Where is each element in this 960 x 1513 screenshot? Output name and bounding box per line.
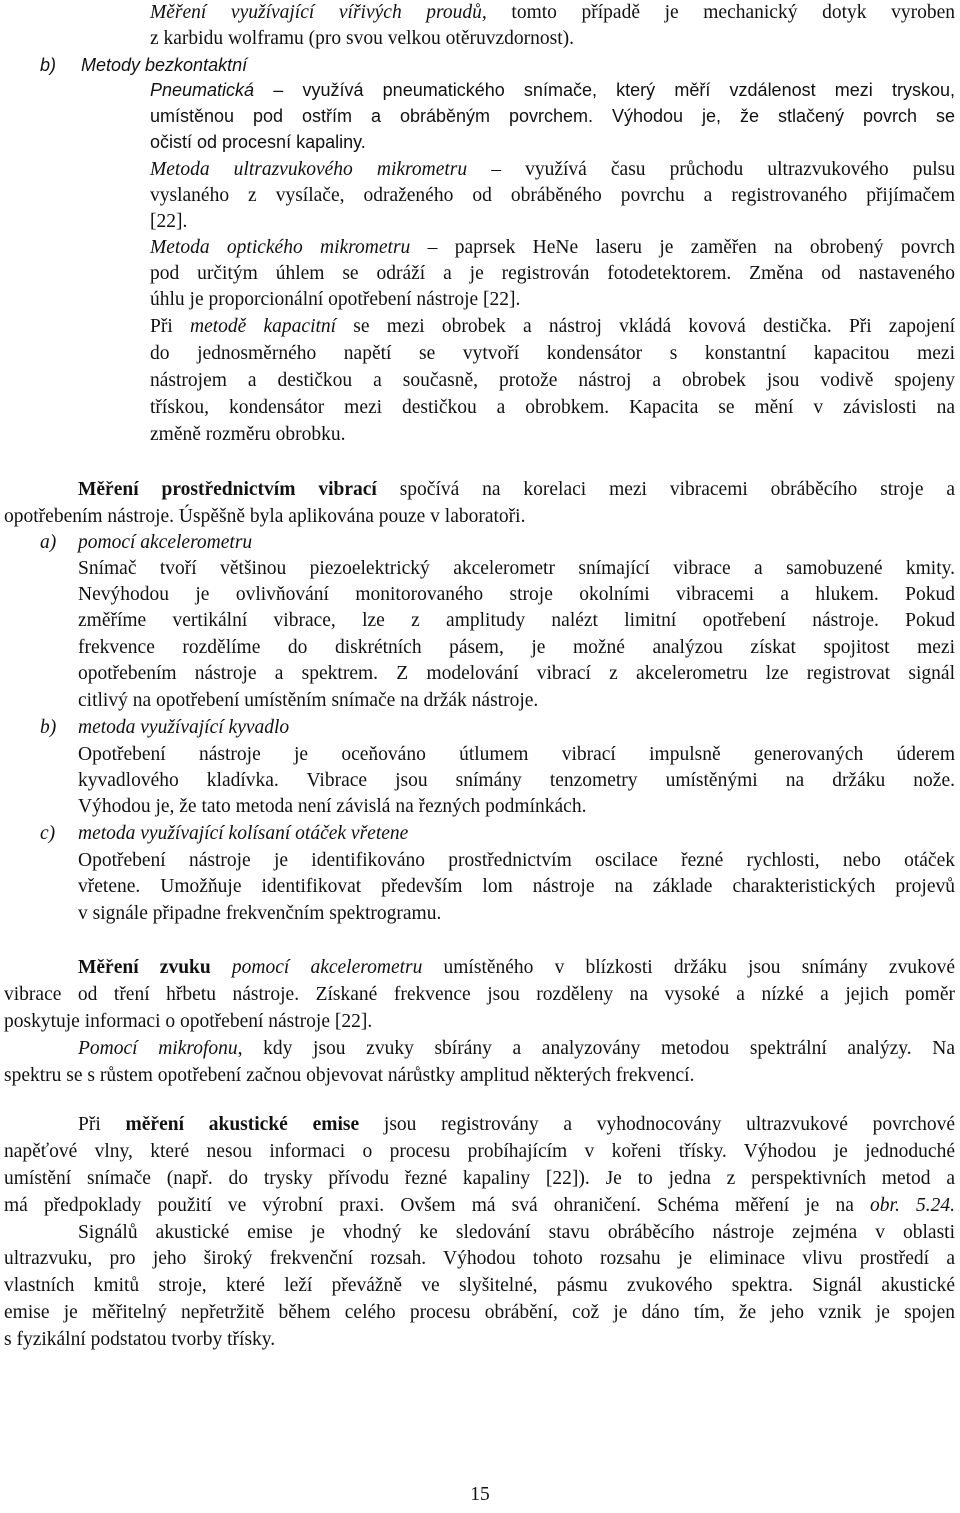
text-line: Měření zvuku pomocí akcelerometru umístěného v blízkosti držáku jsou snímány zvukové (78, 957, 955, 978)
text-line: Nevýhodou je ovlivňování monitorovaného stroje okolními vibracemi a hlukem. Pokud (78, 584, 955, 605)
text-line: Pneumatická – využívá pneumatického snímače, který měří vzdálenost mezi tryskou, (150, 80, 955, 100)
text-line: změně rozměru obrobku. (150, 424, 346, 445)
text-line: opotřebením nástroje. Úspěšně byla aplikována pouze v laboratoři. (4, 506, 526, 527)
text-line: očistí od procesní kapaliny. (150, 132, 366, 152)
text-line: Signálů akustické emise je vhodný ke sledování stavu obráběcího nástroje zejména v oblasti (78, 1222, 955, 1243)
text-line: opotřebením nástroje a spektrem. Z modelování vibrací z akcelerometru lze registrovat signál (78, 663, 955, 684)
text-line: vyslaného z vysílače, odraženého od obráběného povrchu a registrovaného přijímačem (150, 185, 955, 206)
text-line: ultrazvuku, pro jeho široký frekvenční rozsah. Výhodou tohoto rozsahu je eliminace vlivu prostředí a (4, 1248, 955, 1269)
text-line: úhlu je proporcionální opotřebení nástroje [22]. (150, 289, 521, 310)
list-marker: a) (40, 532, 57, 553)
text-line: Měření využívající vířivých proudů, tomto případě je mechanický dotyk vyroben (150, 2, 955, 23)
text-line: do jednosměrného napětí se vytvoří kondensátor s konstantní kapacitou mezi (150, 343, 955, 364)
text-line: Při metodě kapacitní se mezi obrobek a nástroj vkládá kovová destička. Při zapojení (150, 316, 955, 337)
text-line: Metoda optického mikrometru – paprsek HeNe laseru je zaměřen na obrobený povrch (150, 237, 955, 258)
section-heading: pomocí akcelerometru (78, 532, 253, 553)
list-marker: c) (40, 823, 56, 844)
text-line: v signále připadne frekvenčním spektrogramu. (78, 903, 442, 924)
section-heading: metoda využívající kolísaní otáček vřetene (78, 823, 409, 844)
text-line: Měření prostřednictvím vibrací spočívá na korelaci mezi vibracemi obráběcího stroje a (78, 479, 955, 500)
text-line: [22]. (150, 211, 188, 232)
text-line: spektru se s růstem opotřebení začnou objevovat nárůstky amplitud některých frekvencí. (4, 1065, 695, 1086)
text-line: umístění snímače (např. do trysky přívodu řezné kapaliny [22]). Je to jedna z perspektivních metod a (4, 1168, 955, 1189)
text-line: Pomocí mikrofonu, kdy jsou zvuky sbírány a analyzovány metodou spektrální analýzy. Na (78, 1038, 955, 1059)
text-line: změříme vertikální vibrace, lze z amplitudy nalézt limitní opotřebení nástroje. Pokud (78, 610, 955, 631)
list-marker: b) (40, 55, 57, 75)
text-line: Metoda ultrazvukového mikrometru – využívá času průchodu ultrazvukového pulsu (150, 159, 955, 180)
text-line: třískou, kondensátor mezi destičkou a obrobkem. Kapacita se mění v závislosti na (150, 397, 955, 418)
text-line: napěťové vlny, které nesou informaci o procesu probíhajícím v kořeni třísky. Výhodou je jednoduché (4, 1141, 955, 1162)
list-marker: b) (40, 717, 57, 738)
text-line: Opotřebení nástroje je oceňováno útlumem vibrací impulsně generovaných úderem (78, 744, 955, 765)
text-line: vlastních kmitů stroje, které leží převážně ve slyšitelné, pásmu zvukového spektra. Signál akustické (4, 1275, 955, 1296)
text-line: Opotřebení nástroje je identifikováno prostřednictvím oscilace řezné rychlosti, nebo otáček (78, 850, 955, 871)
text-line: poskytuje informaci o opotřebení nástroje [22]. (4, 1011, 373, 1032)
text-line: frekvence rozdělíme do diskrétních pásem, je možné analýzou získat spojitost mezi (78, 637, 955, 658)
section-heading: metoda využívající kyvadlo (78, 717, 290, 738)
text-line: umístěnou pod ostřím a obráběným povrchem. Výhodou je, že stlačený povrch se (150, 106, 955, 126)
text-line: z karbidu wolframu (pro svou velkou otěruvzdornost). (150, 28, 575, 49)
text-line: nástrojem a destičkou a současně, protože nástroj a obrobek jsou vodivě spojeny (150, 370, 955, 391)
text-line: emise je měřitelný nepřetržitě během celého procesu obrábění, což je dáno tím, že jeho vznik je spojen (4, 1302, 955, 1323)
text-line: vřetene. Umožňuje identifikovat především lom nástroje na základe charakteristických projevů (78, 876, 955, 897)
text-line: citlivý na opotřebení umístěním snímače na držák nástroje. (78, 690, 539, 711)
section-heading: Metody bezkontaktní (81, 55, 248, 75)
text-line: pod určitým úhlem se odráží a je registrován fotodetektorem. Změna od nastaveného (150, 263, 955, 284)
text-line: kyvadlového kladívka. Vibrace jsou snímány tenzometry umístěnými na držáku nože. (78, 770, 955, 791)
text-line: s fyzikální podstatou tvorby třísky. (4, 1329, 276, 1350)
text-line: má předpoklady použití ve výrobní praxi. Ovšem má svá ohraničení. Schéma měření je na obr. 5.24. (4, 1195, 955, 1216)
text-line: Snímač tvoří většinou piezoelektrický akcelerometr snímající vibrace a samobuzené kmity. (78, 558, 955, 579)
text-line: Při měření akustické emise jsou registrovány a vyhodnocovány ultrazvukové povrchové (78, 1114, 955, 1135)
text-line: vibrace od tření hřbetu nástroje. Získané frekvence jsou rozděleny na vysoké a nízké a jejich poměr (4, 984, 955, 1005)
text-line: Výhodou je, že tato metoda není závislá na řezných podmínkách. (78, 796, 587, 817)
page-number: 15 (470, 1484, 490, 1505)
